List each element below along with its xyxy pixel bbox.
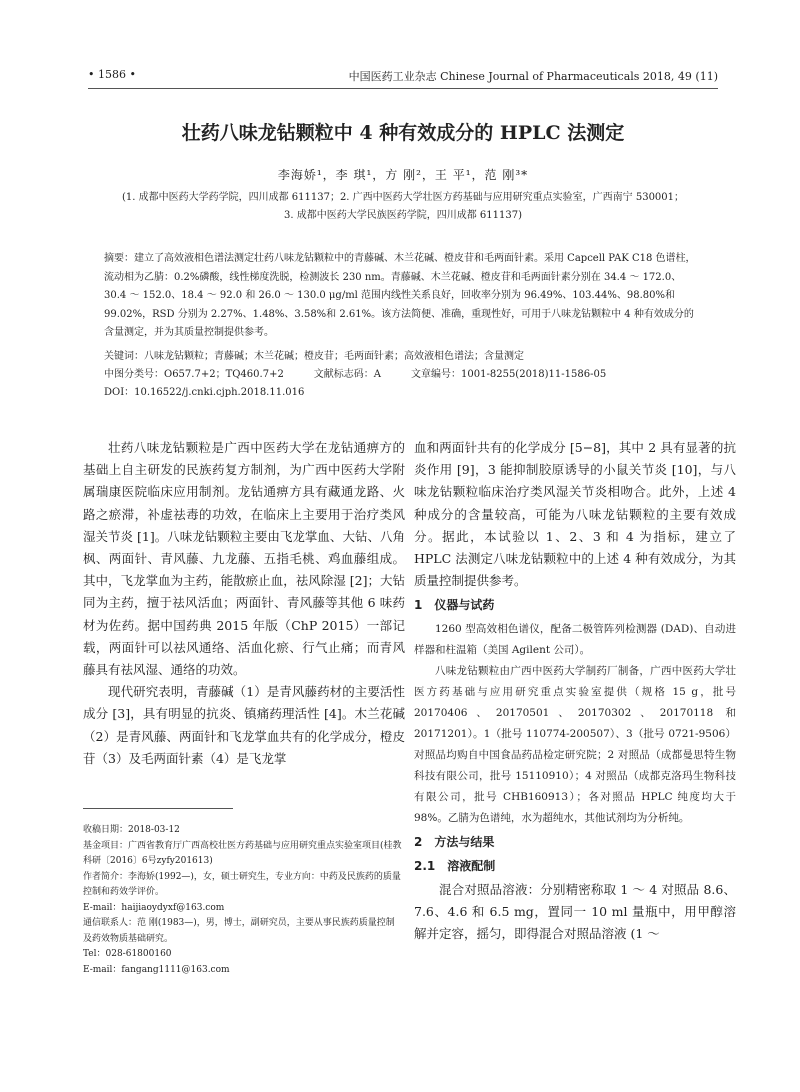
authors: 李海娇¹，李 琪¹，方 刚²，王 平¹，范 刚³* [277,168,529,182]
section-heading: 2 方法与结果 [414,834,495,849]
keywords: 关键词：八味龙钻颗粒；青藤碱；木兰花碱；橙皮苷；毛两面针素；高效液相色谱法；含量测定 [104,351,524,362]
paragraph: 1260 型高效相色谱仪，配备二极管阵列检测器 (DAD)、自动进样器和柱温箱（美国 Agilent 公司）。 [414,622,736,656]
footnotes [83,823,403,978]
page-number: • 1586 • [88,68,136,81]
paragraph: 八味龙钻颗粒由广西中医药大学制药厂制备，广西中医药大学壮医方药基础与应用研究重点实验室提供（规格 15 g，批号 20170406、20170501、20170302、20170118 和 20171201）。1（批号 110774-200507）、3（批号 0721-9506）对照品均购自中国食品药品检定研究院；2 对照品（成都曼思特生物科技有限公司，批号 15110910）；4 对照品（成都克洛玛生物科技有限公司，批号 CHB160913）；各对照品 HPLC 纯度均大于 98%。乙腈为色谱纯，水为超纯水，其他试剂均为分析纯。 [414,664,736,824]
footnote: Tel：028-61800160 [83,949,172,959]
affiliations [88,189,718,225]
footnote: 基金项目：广西省教育厅广西高校壮医方药基础与应用研究重点实验室项目(桂教科研〔2016〕6号zyfy201613) [83,840,402,866]
section-heading: 1 仪器与试药 [414,598,495,613]
article-title: 壮药八味龙钻颗粒中 4 种有效成分的 HPLC 法测定 [181,122,625,144]
paragraph: 混合对照品溶液：分别精密称取 1 ～ 4 对照品 8.6、7.6、4.6 和 6.5 mg，置同一 10 ml 量瓶中，用甲醇溶解并定容，摇匀，即得混合对照品溶液 (1 ～ [414,882,736,942]
keywords-block [104,348,700,402]
right-column [414,437,736,946]
affiliation-line: (1. 成都中医药大学药学院，四川成都 611137；2. 广西中医药大学壮医方药基础与应用研究重点实验室，广西南宁 530001； [121,192,685,203]
doi: DOI：10.16522/j.cnki.cjph.2018.11.016 [104,387,305,398]
footnote: 作者简介：李海娇(1992—)，女，硕士研究生，专业方向：中药及民族药的质量控制和药效学评价。 [83,871,401,897]
header-rule [88,88,718,89]
journal-header: 中国医药工业杂志 Chinese Journal of Pharmaceuticals 2018, 49 (11) [348,70,718,83]
footnote: 通信联系人：范 刚(1983—)，男，博士，副研究员，主要从事民族药质量控制及药效物质基础研究。 [83,918,395,944]
paragraph: 血和两面针共有的化学成分 [5−8]，其中 2 具有显著的抗炎作用 [9]，3 能抑制胶原诱导的小鼠关节炎 [10]，与八味龙钻颗粒临床治疗类风湿关节炎相吻合。此外，上述 4 种成分的含量较高，可能为八味龙钻颗粒的主要有效成分。据此，本试验以 1、2、3 和 4 为指标，建立了 HPLC 法测定八味龙钻颗粒中的上述 4 种有效成分，为其质量控制提供参考。 [414,440,736,589]
classification: 中图分类号：O657.7+2；TQ460.7+2 文献标志码：A 文章编号：1001-8255(2018)11-1586-05 [104,369,607,380]
abstract [104,250,700,343]
footnote: E-mail：fangang1111@163.com [83,964,230,975]
footnote-rule [83,808,233,809]
paragraph: 现代研究表明，青藤碱（1）是青风藤药材的主要活性成分 [3]，具有明显的抗炎、镇痛药理活性 [4]。木兰花碱（2）是青风藤、两面针和飞龙掌血共有的化学成分，橙皮苷（3）及毛两面针素（4）是飞龙掌 [83,684,405,766]
left-column [83,437,405,770]
subsection-heading: 2.1 溶液配制 [414,858,496,873]
footnote: 收稿日期：2018-03-12 [83,825,180,835]
affiliation-line: 3. 成都中医药大学民族医药学院，四川成都 611137) [284,210,522,221]
paragraph: 壮药八味龙钻颗粒是广西中医药大学在龙钻通痹方的基础上自主研发的民族药复方制剂，为广西中医药大学附属瑞康医院临床应用制剂。龙钻通痹方具有藏通龙路、火路之瘀滞，补虚祛毒的功效，在临床上主要用于治疗类风湿关节炎 [1]。八味龙钻颗粒主要由飞龙掌血、大钻、八角枫、两面针、青风藤、九龙藤、五指毛桃、鸡血藤组成。其中，飞龙掌血为主药，能散瘀止血，祛风除湿 [2]；大钻同为主药，擅于祛风活血；两面针、青风藤等其他 6 味药材为佐药。据中国药典 2015 年版（ChP 2015）一部记载，两面针可以祛风通络、活血化瘀、行气止痛；而青风藤具有祛风湿、通络的功效。 [83,440,405,678]
footnote: E-mail：haijiaoydyxf@163.com [83,902,225,913]
abstract-text: 摘要：建立了高效液相色谱法测定壮药八味龙钻颗粒中的青藤碱、木兰花碱、橙皮苷和毛两面针素。采用 Capcell PAK C18 色谱柱，流动相为乙腈：0.2%磷酸，线性梯度洗脱，检测波长 230 nm。青藤碱、木兰花碱、橙皮苷和毛两面针素分别在 34.4 ～ 172.0、30.4 ～ 152.0、18.4 ～ 92.0 和 26.0 ～ 130.0 μg/ml 范围内线性关系良好，回收率分别为 96.49%、103.44%、98.80%和 99.02%，RSD 分别为 2.27%、1.48%、3.58%和 2.61%。该方法简便、准确，重现性好，可用于八味龙钻颗粒中 4 种有效成分的含量测定，并为其质量控制提供参考。 [104,253,696,338]
